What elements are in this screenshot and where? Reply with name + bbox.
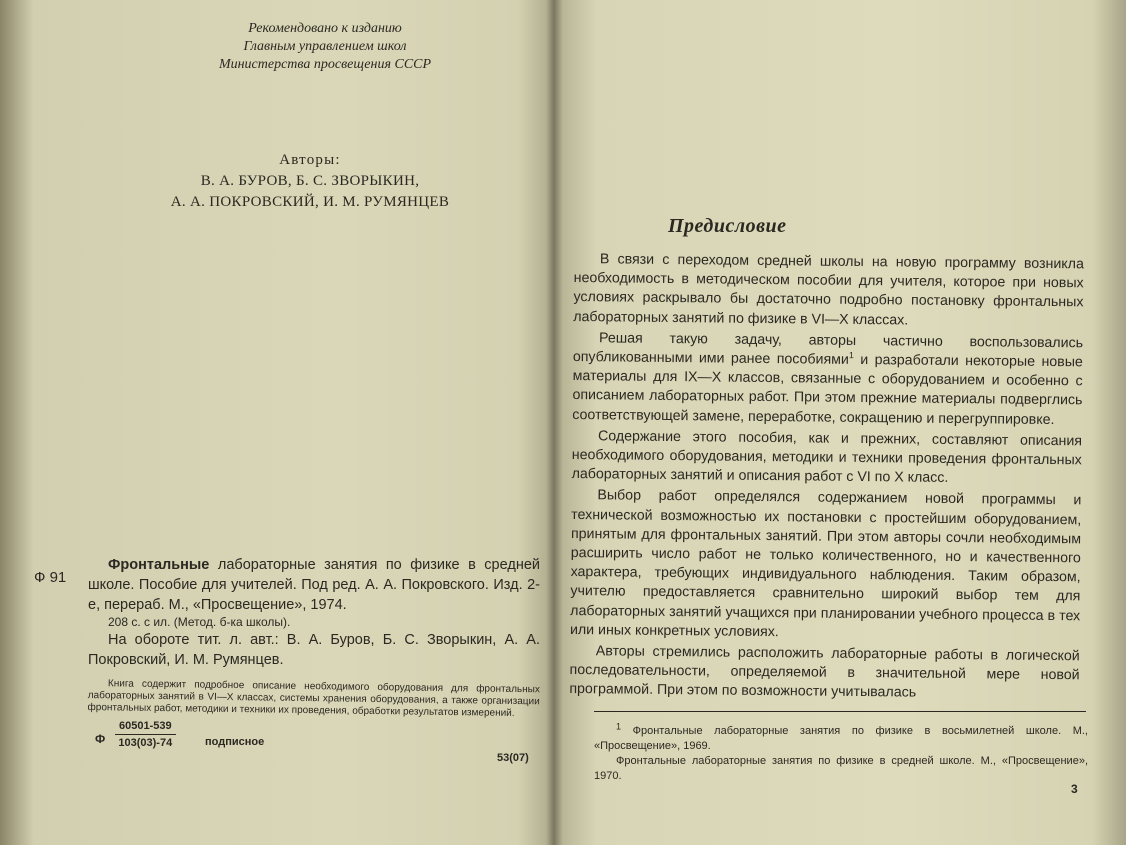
page-number: 3	[1071, 782, 1078, 796]
recommend-line: Рекомендовано к изданию	[248, 21, 402, 36]
paragraph: В связи с переходом средней школы на новую программу возникла необходимость в методическом пособии для учителя, которое при новых условиях раскрывало бы достаточно подробно постановку фронтальных лабораторных занятий по физике в VI—X классах.	[573, 251, 1084, 329]
right-page	[556, 0, 1126, 845]
footnotes	[594, 721, 1088, 784]
code-numerator: 60501-539	[115, 720, 176, 735]
subscription-label: подписное	[205, 736, 265, 748]
authors-block	[110, 150, 510, 213]
authors-line: А. А. ПОКРОВСКИЙ, И. М. РУМЯНЦЕВ	[170, 194, 450, 210]
paragraph-part: Решая такую задачу, авторы частично воспользовались опубликованными ими ранее пособиями	[572, 330, 1084, 368]
preface-title: Предисловие	[668, 215, 787, 237]
catalog-card	[30, 555, 540, 719]
paragraph: Содержание этого пособия, как и прежних, составляют описания необходимого оборудования, методики и техники проведения фронтальных лабораторных занятий и описания работ с VI по X класс.	[571, 428, 1083, 487]
authors-heading: Авторы:	[279, 152, 341, 168]
footnote-divider	[594, 711, 1086, 712]
page-code: 53(07)	[497, 752, 529, 764]
code-phi: Ф	[95, 732, 106, 746]
entry-title-rest: лабораторные занятия по физике в средней школе. Пособие для учителей. Под ред. А. А. Покровского. Изд. 2-е, перераб. М., «Просвещение», 1974.	[88, 557, 540, 613]
paragraph	[572, 329, 1083, 430]
left-page	[0, 0, 548, 845]
bibliographic-entry	[88, 555, 540, 670]
entry-main	[88, 555, 540, 615]
footnote	[594, 721, 1088, 754]
footnote: Фронтальные лабораторные занятия по физике в средней школе. М., «Просвещение», 1970.	[594, 755, 1088, 782]
entry-title-bold: Фронтальные	[108, 557, 210, 573]
authors-line: В. А. БУРОВ, Б. С. ЗВОРЫКИН,	[200, 173, 420, 189]
code-denominator: 103(03)-74	[118, 737, 173, 749]
preface-body	[569, 250, 1084, 707]
shelf-mark: Ф 91	[34, 569, 67, 586]
recommendation-note	[150, 20, 500, 74]
footnote-ref: 1	[848, 350, 855, 361]
paragraph: Авторы стремились расположить лабораторные работы в логической последовательности, определяемой в значительной мере новой программой. При этом по возможности учитывалась	[569, 643, 1080, 702]
paragraph: Выбор работ определялся содержанием новой программы и технической возможностью их постановки с простейшим оборудованием, принятым для фронтальных занятий. При этом авторы сочли необходимым расширить число работ не только количественного, но и качественного характера, требующих индивидуального наблюдения. Таким образом, учителю предоставляется сравнительно широкий выбор тем для лабораторных занятий учащихся при планировании учебного процесса в тех или иных конкретных условиях.	[569, 487, 1082, 641]
annotation: Книга содержит подробное описание необходимого оборудования для фронтальных лабораторных занятий в VI—X классах, системы хранения оборудования, а также организации фронтальных работ, методики и техники их проведения, обработки результатов измерений.	[87, 678, 540, 719]
paragraph-part: и разработали некоторые новые материалы для IX—X классов, связанные с оборудованием и особенно с описанием лабораторных работ. При этом прежние материалы подверглись соответствующей замене, переработке, сокращению и перегруппировке.	[572, 352, 1083, 428]
entry-reverse: На обороте тит. л. авт.: В. А. Буров, Б. С. Зворыкин, А. А. Покровский, И. М. Румянцев.	[88, 632, 540, 668]
entry-pages: 208 с. с ил. (Метод. б-ка школы).	[108, 615, 291, 629]
footnote-text: Фронтальные лабораторные занятия по физике в восьмилетней школе. М., «Просвещение», 1969.	[594, 725, 1088, 752]
recommend-line: Министерства просвещения СССР	[218, 57, 432, 72]
code-fraction	[115, 720, 176, 749]
recommend-line: Главным управлением школ	[243, 39, 407, 54]
footnote-mark: 1	[616, 721, 622, 732]
